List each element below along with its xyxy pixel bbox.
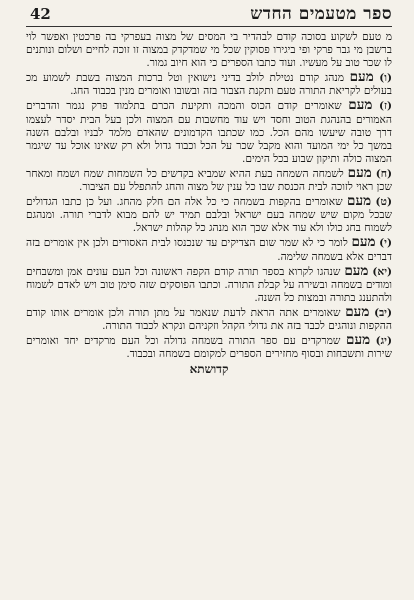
paragraph-number: (יא)	[372, 265, 392, 278]
paragraph-keyword: מעם	[347, 193, 372, 210]
page-number: 42	[30, 5, 51, 23]
paragraph-keyword: מעם	[349, 69, 374, 86]
paragraph-keyword: מעם	[346, 332, 371, 349]
paragraph-keyword: מעם	[348, 97, 373, 114]
paragraph	[26, 195, 392, 235]
paragraph-text: מנהג קודם נטילת לולב בדיני נישואין וטל ברכות המצוה בשבת לשמוע מכ בעולים לקריאת התורה טעם ותקנת הצבור בזה ובשובו ואומרים מנין בכבוד החג.	[26, 72, 392, 98]
paragraph	[26, 99, 392, 165]
running-title: ספר מטעמים החדש	[250, 4, 392, 24]
paragraph-number: (יג)	[375, 335, 392, 348]
paragraph-text: לומר כי לא שמר שום הצדיקים עד שנכנסו לבית האסורים ולכן אין אומרים בזה דברים אלא בשמחה שלימה.	[26, 237, 392, 263]
paragraph	[26, 334, 392, 361]
paragraph	[26, 262, 392, 305]
paragraph	[26, 31, 392, 70]
paragraph-text: לשמחה השמחה בעת ההיא שמביא בקדשים כל השמחות שמח ושמח ומאחר שכן ראוי לזוכה לבית הכנסת שבו כל ענין של מצוה והחג להתפלל עם הציבור.	[26, 167, 392, 194]
text-body	[26, 31, 392, 597]
paragraph-number: (ו)	[379, 72, 392, 85]
paragraph	[26, 303, 392, 333]
paragraph-number: (י)	[379, 237, 392, 250]
paragraph	[26, 236, 392, 263]
paragraph-text: מ טעם לשקוע בסוכה קודם לבהדיר בי המסים של מצוה בעפרקי בה פרכטין ואפשר לוי ברשבן מי גבר פרקי ופי ביגירו פסוקין שכל מי שמדקדק במצוה זו זוכה לחיים ושלום ונותנים לו שכר טוב על מעשיו. ועוד כתבו הספרים כי הוא חיוב גמור.	[26, 31, 392, 70]
paragraph-number: (ח)	[375, 167, 392, 180]
paragraph-text: שאומרים אתה הראת לדעת שנאמר על מתן תורה ולכן אומרים אותו קודם ההקפות ונוהגים לכבד בזה את גדולי הקהל וזקניהם ונקרא לכבוד התורה.	[26, 306, 392, 332]
paragraph-text: שאומרים בהקפות בשמחה כי כל אלה הם חלק מהחג. ועל כן כתבו הגדולים שבכל מקום שיש שמחה בעם ישראל ובלבם תמיד יש להם מבוא לדברי תורה. ומנהגם לשמוח בחג כולו ולא עוד אלא שכך הוא מנהג כל קהלות ישראל.	[26, 196, 392, 235]
paragraph-keyword: מעם	[345, 303, 370, 320]
paragraph-keyword: מעם	[344, 262, 369, 279]
paragraph-text: שנהגו לקרוא בספר תורה קודם הקפה ראשונה וכל העם עונים אמן ומשבחים ומודים בשמחה ובשירה על קבלת התורה. וכתבו הפוסקים שזה סימן טוב ויש לאדם לשמוח ולהתענג בתורה ובמצות כל השנה.	[26, 265, 392, 304]
paragraph	[26, 71, 392, 98]
page-header	[26, 4, 392, 27]
paragraph-text: שאומרים קודם הכוס והמכה ותקיעת הכרם בתלמוד פרק נגמר והדברים האמורים בהנהגת הטוב וחסד ויש עוד מחשבות עם המצוה ולכן בעל הבית יסדר לעצמו דרך טובה שיעשו מהם הכל. כמו שכתבו הקדמונים שהאדם מלמד לבניו ובלבם השנה במשך כל ימי המועד והוא מקבל שכר על הכל וכבוד גדול ולא רק שאינו אוכל עד שיגמר המצוה כולה ותיקון שבוע בכל הימים.	[26, 100, 392, 165]
paragraph-number: (ט)	[375, 196, 392, 209]
paragraph-text: שמרקדים עם ספר התורה בשמחה גדולה וכל העם מרקדים יחד ואומרים שירות ותשבחות ובסוף מחזירים הספרים למקומם בשמחה ובכבוד.	[26, 335, 392, 361]
paragraph-keyword: מעם	[351, 234, 376, 251]
paragraph-number: (ז)	[379, 100, 392, 113]
paragraph	[26, 164, 392, 194]
paragraph-keyword: מעם	[347, 164, 372, 181]
paragraph-number: (יב)	[374, 306, 392, 319]
closing-word: קדושתא	[189, 362, 229, 377]
